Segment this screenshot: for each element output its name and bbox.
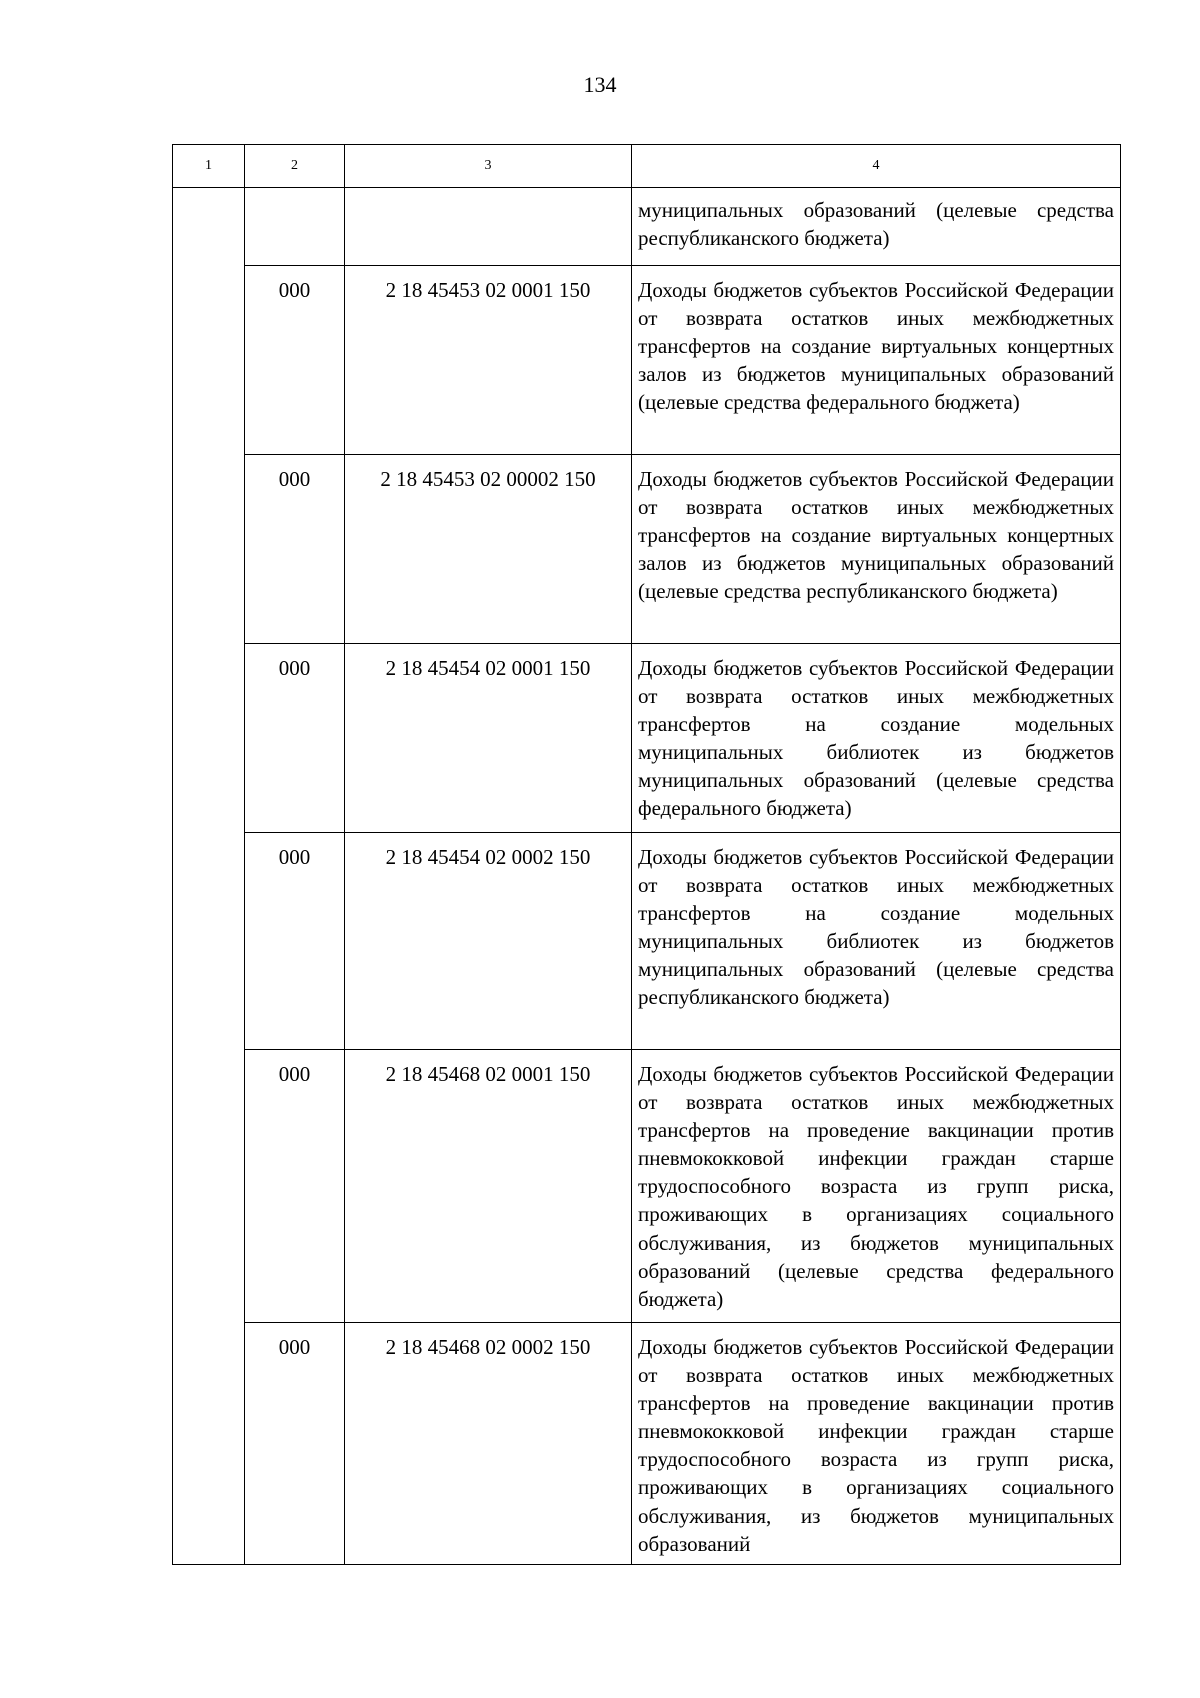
admin-code-cell	[245, 188, 345, 266]
table-row	[173, 833, 1121, 1050]
admin-code-cell: 000	[245, 1323, 345, 1565]
table-row	[173, 188, 1121, 266]
description-cell: Доходы бюджетов субъектов Российской Федерации от возврата остатков иных межбюджетных трансфертов на создание виртуальных концертных залов из бюджетов муниципальных образований (целевые средства федерального бюджета)	[632, 266, 1121, 455]
description-cell: Доходы бюджетов субъектов Российской Федерации от возврата остатков иных межбюджетных трансфертов на создание виртуальных концертных залов из бюджетов муниципальных образований (целевые средства республиканского бюджета)	[632, 455, 1121, 644]
description-cell: Доходы бюджетов субъектов Российской Федерации от возврата остатков иных межбюджетных трансфертов на проведение вакцинации против пневмококковой инфекции граждан старше трудоспособного возраста из групп риска, проживающих в организациях социального обслуживания, из бюджетов муниципальных образований (целевые средства федерального бюджета)	[632, 1050, 1121, 1323]
col-1-empty-cell	[173, 188, 245, 1565]
budget-code-cell: 2 18 45468 02 0002 150	[345, 1323, 632, 1565]
table-row	[173, 1323, 1121, 1565]
table-row	[173, 1050, 1121, 1323]
description-cell: Доходы бюджетов субъектов Российской Федерации от возврата остатков иных межбюджетных трансфертов на создание модельных муниципальных библиотек из бюджетов муниципальных образований (целевые средства республиканского бюджета)	[632, 833, 1121, 1050]
budget-code-cell: 2 18 45454 02 0001 150	[345, 644, 632, 833]
budget-code-cell: 2 18 45468 02 0001 150	[345, 1050, 632, 1323]
description-cell: муниципальных образований (целевые средства республиканского бюджета)	[632, 188, 1121, 266]
header-col-1: 1	[173, 145, 245, 188]
header-col-3: 3	[345, 145, 632, 188]
description-cell: Доходы бюджетов субъектов Российской Федерации от возврата остатков иных межбюджетных трансфертов на создание модельных муниципальных библиотек из бюджетов муниципальных образований (целевые средства федерального бюджета)	[632, 644, 1121, 833]
table-row	[173, 644, 1121, 833]
admin-code-cell: 000	[245, 455, 345, 644]
budget-code-table	[172, 144, 1121, 1565]
admin-code-cell: 000	[245, 266, 345, 455]
header-col-2: 2	[245, 145, 345, 188]
budget-code-cell: 2 18 45453 02 00002 150	[345, 455, 632, 644]
admin-code-cell: 000	[245, 833, 345, 1050]
header-col-4: 4	[632, 145, 1121, 188]
admin-code-cell: 000	[245, 644, 345, 833]
table-row	[173, 266, 1121, 455]
budget-code-cell: 2 18 45454 02 0002 150	[345, 833, 632, 1050]
admin-code-cell: 000	[245, 1050, 345, 1323]
table-row	[173, 455, 1121, 644]
budget-code-cell	[345, 188, 632, 266]
page-number: 134	[583, 72, 617, 97]
budget-code-cell: 2 18 45453 02 0001 150	[345, 266, 632, 455]
table-header-row	[173, 145, 1121, 188]
description-cell: Доходы бюджетов субъектов Российской Федерации от возврата остатков иных межбюджетных трансфертов на проведение вакцинации против пневмококковой инфекции граждан старше трудоспособного возраста из групп риска, проживающих в организациях социального обслуживания, из бюджетов муниципальных образований	[632, 1323, 1121, 1565]
